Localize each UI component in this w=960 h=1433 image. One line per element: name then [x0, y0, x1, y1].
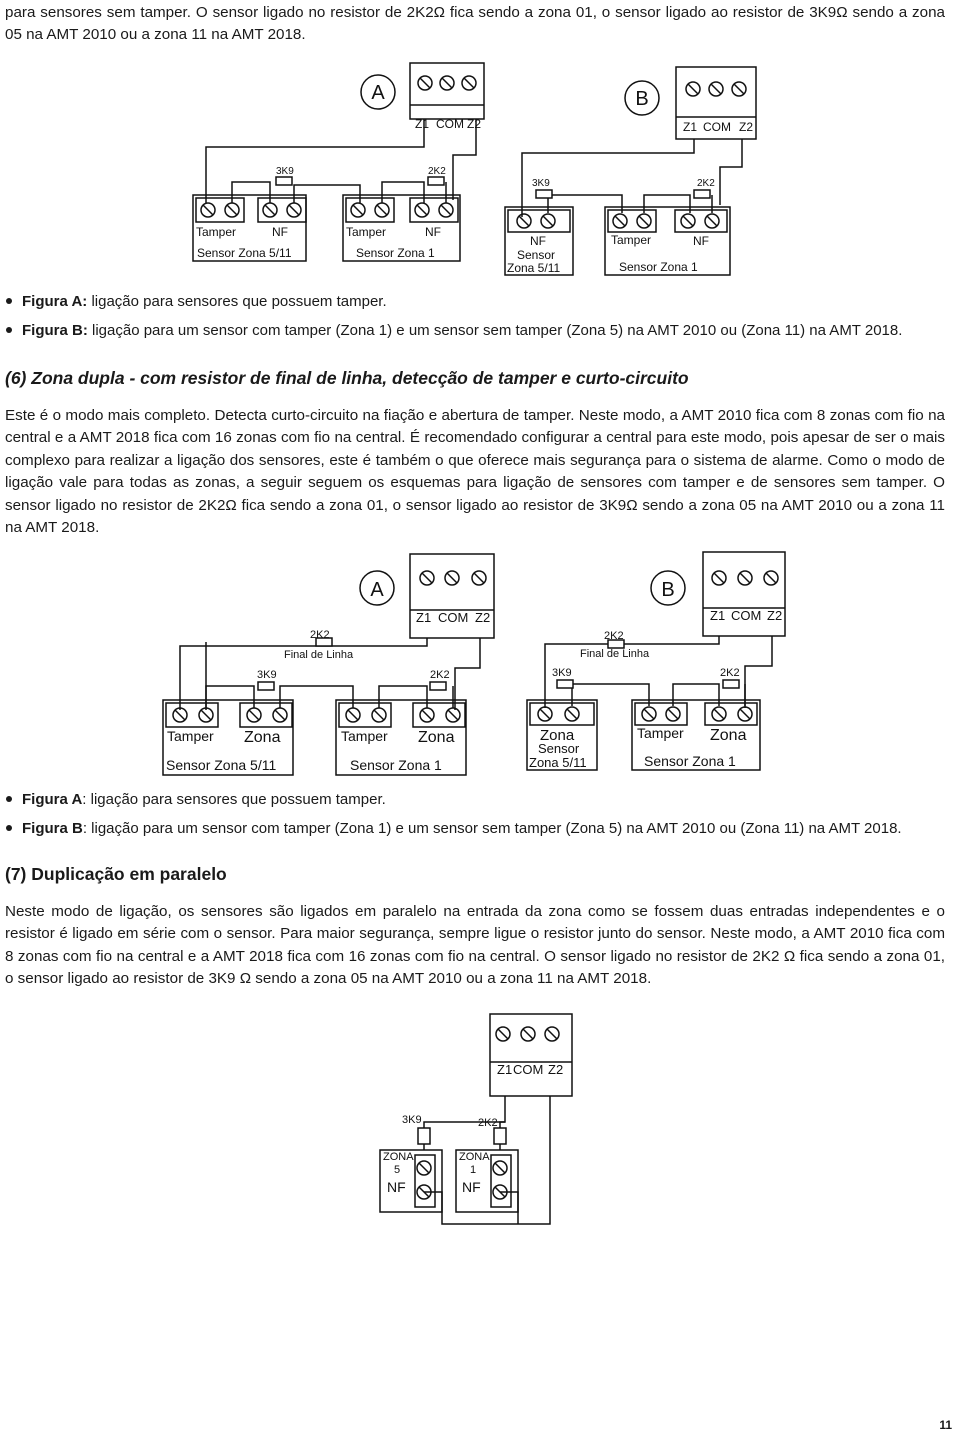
svg-text:Tamper: Tamper [341, 728, 388, 744]
svg-text:NF: NF [693, 234, 709, 248]
svg-text:ZONA: ZONA [459, 1151, 490, 1163]
section-7-paragraph: Neste modo de ligação, os sensores são ligados em paralelo na entrada da zona como se fossem duas entradas independentes e o resistor é ligado em série com o sensor. Para maior segurança, sempre ligue o resistor junto do sensor. Neste modo, a AMT 2010 fica com 8 zonas com fio na central e a AMT 2018 fica com 16 zonas com fio na central. O sensor ligado no resistor de 2K2 Ω fica sendo a zona 01, o sensor ligado ao resistor de 3K9 Ω sendo a zona 05 na AMT 2010 ou a zona 11 na AMT 2018. [5, 903, 945, 988]
svg-text:2K2: 2K2 [478, 1117, 498, 1129]
svg-text:Tamper: Tamper [637, 725, 684, 741]
svg-text:Zona 5/11: Zona 5/11 [529, 755, 587, 770]
svg-text:Z1: Z1 [710, 608, 726, 623]
svg-text:Tamper: Tamper [167, 728, 214, 744]
page-number: 11 [939, 1418, 952, 1432]
section-6-heading: (6) Zona dupla - com resistor de final de linha, detecção de tamper e curto-circuito [5, 368, 689, 388]
svg-text:3K9: 3K9 [402, 1114, 422, 1126]
bullet-dot [6, 796, 12, 802]
svg-text:COM: COM [703, 120, 731, 134]
svg-text:NF: NF [425, 225, 441, 239]
svg-text:COM: COM [436, 117, 464, 131]
diagram-3 [0, 1010, 960, 1240]
intro-text: para sensores sem tamper. O sensor ligado no resistor de 2K2Ω fica sendo a zona 01, o sensor ligado ao resistor de 3K9Ω sendo a zona 05 na AMT 2010 ou a zona 11 na AMT 2018. [5, 4, 945, 44]
svg-text:Z2: Z2 [767, 608, 783, 623]
svg-text:Sensor Zona 1: Sensor Zona 1 [356, 246, 435, 260]
bullet-dot [6, 327, 12, 333]
svg-text:Z1: Z1 [683, 120, 698, 134]
diagram-2-figure-a-labels [166, 579, 490, 773]
svg-text:1: 1 [470, 1164, 477, 1176]
svg-text:B: B [661, 579, 675, 601]
diagram-2 [0, 550, 960, 780]
diagram-2-figure-b-labels [529, 579, 782, 770]
svg-text:Z1: Z1 [416, 610, 432, 625]
svg-text:2K2: 2K2 [697, 178, 715, 189]
svg-text:Sensor Zona 5/11: Sensor Zona 5/11 [166, 757, 277, 773]
svg-text:Zona: Zona [540, 727, 575, 744]
diagram-3-labels [383, 1062, 563, 1195]
svg-text:COM: COM [731, 608, 762, 623]
svg-text:NF: NF [387, 1179, 406, 1195]
svg-text:2K2: 2K2 [310, 629, 330, 641]
fig-a-letter: A [371, 82, 385, 104]
svg-text:Z2: Z2 [467, 117, 482, 131]
svg-text:COM: COM [438, 610, 469, 625]
bullet-dot [6, 825, 12, 831]
svg-text:Tamper: Tamper [346, 225, 387, 239]
bullet-figure-b-2: Figura B: ligação para um sensor com tamper (Zona 1) e um sensor sem tamper (Zona 5) na AMT 2010 ou (Zona 11) na AMT 2018. [5, 818, 902, 840]
svg-text:Sensor: Sensor [517, 248, 556, 262]
svg-text:Z1: Z1 [497, 1062, 513, 1077]
svg-text:NF: NF [530, 234, 546, 248]
svg-text:2K2: 2K2 [720, 667, 740, 679]
svg-text:Z2: Z2 [475, 610, 491, 625]
svg-text:3K9: 3K9 [276, 166, 294, 177]
svg-text:Final de Linha: Final de Linha [580, 648, 650, 660]
svg-text:Z2: Z2 [548, 1062, 564, 1077]
svg-text:3K9: 3K9 [532, 178, 550, 189]
svg-text:Zona: Zona [710, 727, 747, 744]
svg-text:Zona 5/11: Zona 5/11 [507, 261, 561, 275]
bullet-figure-a-2: Figura A: ligação para sensores que possuem tamper. [5, 789, 386, 811]
svg-text:5: 5 [394, 1164, 401, 1176]
svg-text:A: A [370, 579, 384, 601]
svg-text:Sensor Zona 1: Sensor Zona 1 [350, 757, 442, 773]
svg-text:COM: COM [513, 1062, 544, 1077]
svg-text:Tamper: Tamper [196, 225, 237, 239]
svg-text:NF: NF [272, 225, 288, 239]
bullet-dot [6, 298, 12, 304]
svg-text:2K2: 2K2 [428, 166, 446, 177]
bullet-figure-b-1: Figura B: ligação para um sensor com tamper (Zona 1) e um sensor sem tamper (Zona 5) na AMT 2010 ou (Zona 11) na AMT 2018. [5, 320, 902, 342]
diagram-1 [0, 55, 960, 285]
bullet-figure-a-1: Figura A: ligação para sensores que possuem tamper. [5, 291, 387, 313]
section-7-heading: (7) Duplicação em paralelo [5, 864, 227, 884]
svg-text:Zona: Zona [244, 729, 281, 746]
svg-text:Sensor: Sensor [538, 741, 580, 756]
svg-text:Z2: Z2 [739, 120, 754, 134]
fig-b-letter: B [635, 88, 649, 110]
section-6-paragraph: Este é o modo mais completo. Detecta curto-circuito na fiação e abertura de tamper. Neste modo, a AMT 2010 fica com 8 zonas com fio na central e a AMT 2018 fica com 16 zonas com fio na central. É recomendado configurar a central para este modo, pois apesar de ser o mais complexo para realizar a ligação dos sensores, este é também o que oferece mais segurança para o sistema de alarme. Como o modo de ligação vale para todas as zonas, a seguir seguem os esquemas para ligação de sensores com tamper e de sensores sem tamper. O sensor ligado no resistor de 2K2Ω fica sendo a zona 01, o sensor ligado ao resistor de 3K9Ω sendo a zona 05 na AMT 2010 ou a zona 11 na AMT 2018. [5, 407, 945, 537]
svg-text:NF: NF [462, 1179, 481, 1195]
svg-text:Tamper: Tamper [611, 233, 652, 247]
svg-text:Z1: Z1 [415, 117, 430, 131]
svg-text:Sensor Zona 5/11: Sensor Zona 5/11 [197, 246, 292, 260]
svg-text:3K9: 3K9 [552, 667, 572, 679]
svg-text:2K2: 2K2 [430, 669, 450, 681]
svg-text:3K9: 3K9 [257, 669, 277, 681]
svg-text:Sensor Zona 1: Sensor Zona 1 [644, 753, 736, 769]
svg-text:2K2: 2K2 [604, 630, 624, 642]
svg-text:Zona: Zona [418, 729, 455, 746]
svg-text:Sensor Zona 1: Sensor Zona 1 [619, 260, 698, 274]
svg-text:Final de Linha: Final de Linha [284, 649, 354, 661]
diagram-1-figure-b-labels [507, 88, 753, 275]
diagram-1-figure-a-labels [196, 82, 481, 260]
svg-text:ZONA: ZONA [383, 1151, 414, 1163]
